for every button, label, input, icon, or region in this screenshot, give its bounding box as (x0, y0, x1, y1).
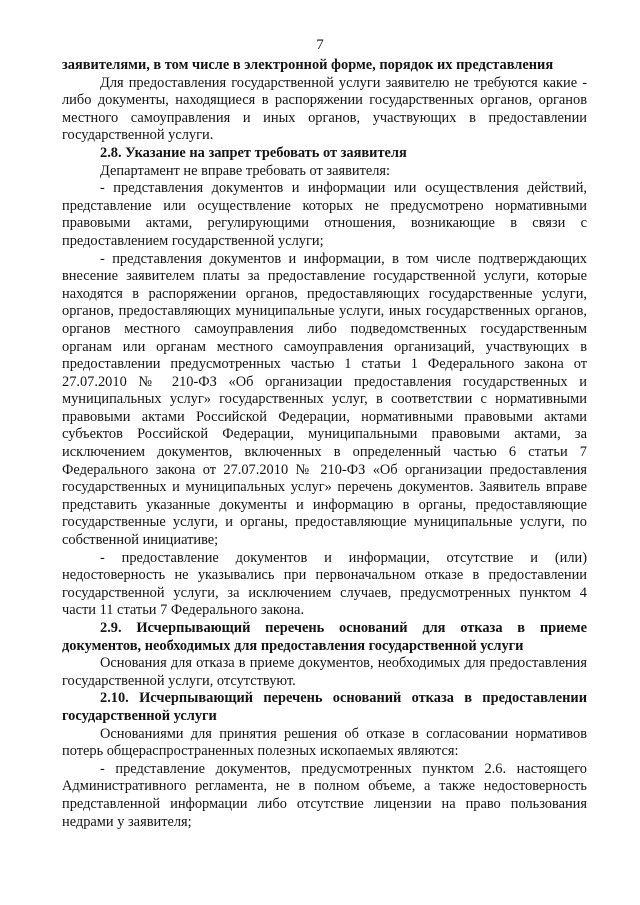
section-title-continuation: заявителями, в том числе в электронной форме, порядок их представления (62, 57, 554, 73)
paragraph: Основания для отказа в приеме документов, необходимых для предоставления государственной услуги, отсутствуют. (62, 655, 587, 689)
section-heading-2-10: 2.10. Исчерпывающий перечень оснований отказа в предоставлении государственной услуги (62, 690, 587, 724)
section-heading-2-8: 2.8. Указание на запрет требовать от заявителя (100, 144, 407, 161)
list-item: - представление документов, предусмотренных пунктом 2.6. настоящего Административного регламента, не в полном объеме, а также недостоверность представленной информации либо отсутствие лицензии на право пользования недрами у заявителя; (62, 760, 587, 830)
paragraph: Для предоставления государственной услуги заявителю не требуются какие - либо документы, находящиеся в распоряжении государственных органов, органов местного самоуправления и иных органов, участвующих в предоставлении государственной услуги. (62, 74, 587, 144)
list-item: - предоставление документов и информации, отсутствие и (или) недостоверность не указывались при первоначальном отказе в предоставлении государственной услуги, за исключением случаев, предусмотренных пунктом 4 части 11 статьи 7 Федерального закона. (62, 549, 587, 619)
list-item: - представления документов и информации, в том числе подтверждающих внесение заявителем платы за предоставление государственной услуги, которые находятся в распоряжении органов, предоставляющих государственные услуги, органов, предоставляющих муниципальные услуги, иных государственных органов, органов местного самоуправления либо подведомственных государственным органам или органам местного самоуправления организаций, участвующих в предоставлении предусмотренных частью 1 статьи 1 Федерального закона от 27.07.2010 № 210-ФЗ «Об организации предоставления государственных и муниципальных услуг» государственных услуг, в соответствии с нормативными правовыми актами Российской Федерации, нормативными правовыми актами субъектов Российской Федерации, муниципальными правовыми актами, за исключением документов, включенных в определенный частью 6 статьи 7 Федерального закона от 27.07.2010 № 210-ФЗ «Об организации предоставления государственных и муниципальных услуг» перечень документов. Заявитель вправе представить указанные документы и информацию в органы, предоставляющие государственные услуги, и органы, предоставляющие муниципальные услуги, по собственной инициативе; (62, 250, 587, 549)
section-heading-2-9: 2.9. Исчерпывающий перечень оснований для отказа в приеме документов, необходимых для предоставления государственной услуги (62, 620, 587, 654)
list-item: - представления документов и информации или осуществления действий, представление или осуществление которых не предусмотрено нормативными правовыми актами, регулирующими отношения, возникающие в связи с предоставлением государственной услуги; (62, 180, 587, 249)
page-number: 7 (316, 37, 324, 53)
paragraph: Основаниями для принятия решения об отказе в согласовании нормативов потерь общераспространенных полезных ископаемых являются: (62, 725, 587, 760)
document-body (62, 57, 587, 831)
paragraph: Департамент не вправе требовать от заявителя: (100, 162, 391, 179)
